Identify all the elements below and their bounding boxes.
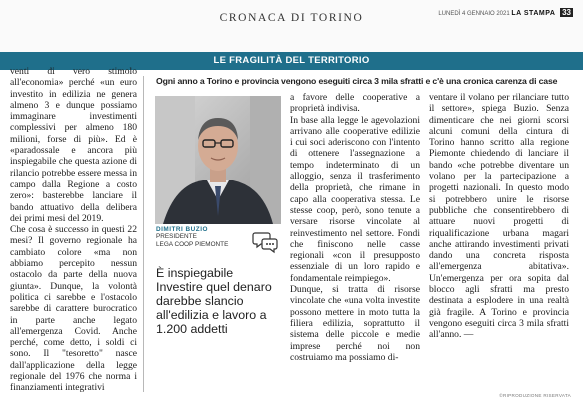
article-deck: Ogni anno a Torino e provincia vengono eseguiti circa 3 mila sfratti e c'è una cronica carenza di case (156, 76, 558, 86)
paragraph: In base alla legge le agevolazioni arrivano alle cooperative edilizie i cui soci aderiscono con l'intento di ottenere l'assegnazione a tempo indeterminato di un alloggio, senza il trasferimento della proprietà, che rimane in capo alla cooperativa stessa. Le stesse coop, però, sono tenute a versare risorse vincolate al reinvestimento nel settore. Fondi che finiscono nelle casse regionali «con il presupposto essenziale di un loro rapido e fondamentale reimpiego». (290, 114, 420, 284)
article-column-3 (429, 92, 569, 388)
paragraph: Che cosa è successo in questi 22 mesi? Il governo regionale ha cambiato colore «ma non abbiamo percepito nessun ostacolo da parte della nuova giunta». Dunque, la volontà politica ci sarebbe e l'ostacolo sarebbe di carattere burocratico in parte anche legato all'emergenza Covid. Anche perché, come detto, i soldi ci sono. Il "tesoretto" nasce dall'applicazione della legge regionale del 1976 che norma i finanziamenti integrativi (10, 224, 137, 394)
topic-title: LE FRAGILITÀ DEL TERRITORIO (213, 55, 370, 66)
article-column-2 (290, 92, 420, 394)
pull-quote: È inspiegabile Investire quel denaro darebbe slancio all'edilizia e lavoro a 1.200 addetti (156, 266, 272, 336)
page-header (0, 0, 583, 52)
person-name: DIMITRI BUZIO (156, 226, 208, 233)
person-organization: LEGA COOP PIEMONTE (156, 241, 229, 248)
paragraph: ventare il volano per rilanciare tutto il settore», spiega Buzio. Senza dimenticare che nei giorni scorsi alcuni comuni della cintura di Torino hanno scritto alla regione Piemonte chiedendo di lanciare il bando «che potrebbe diventare un volano per la partecipazione a progetti nazionali. In questo modo si potrebbero unire le risorse pubbliche che consentirebbero di attuare nuovi progetti di riqualificazione urbana magari anche attirando investimenti privati dando una concreta risposta all'emergenza abitativa». Un'emergenza per ora sopita dal blocco agli sfratti ma presto destinata a esplodere in una realtà già fragile. A Torino e provincia vengono eseguiti circa 3 mila sfratti all'anno. — (429, 92, 569, 341)
paragraph: venti di vero stimolo all'economia» perché «un euro investito in edilizia ne genera almeno 3 e dunque possiamo immaginare investimenti complessivi per almeno 180 milioni, forse di più». Ed è «paradossale e ancora più inspiegabile che questa azione di rilancio potrebbe essere messa in campo dalla Regione a costo zero»: basterebbe lanciare il bando attuativo della delibera dei primi mesi del 2019. (10, 66, 137, 224)
copyright-notice: ©RIPRODUZIONE RISERVATA (499, 393, 571, 398)
paragraph: Dunque, si tratta di risorse vincolate che «una volta investite possono mettere in moto tutta la filiera edilizia, soprattutto il sistema delle piccole e medie imprese perché noi non costruiamo ma possiamo di- (290, 284, 420, 363)
section-title: CRONACA DI TORINO (219, 12, 364, 24)
paragraph: a favore delle cooperative a proprietà indivisa. (290, 92, 420, 115)
masthead (438, 8, 573, 17)
portrait-photo (155, 96, 281, 224)
issue-date: LUNEDÌ 4 GENNAIO 2021 (438, 11, 510, 17)
byline (156, 226, 246, 249)
article-column-1 (10, 66, 137, 394)
speech-bubbles-icon (252, 230, 278, 254)
newspaper-name: LA STAMPA (511, 10, 556, 17)
page-number: 33 (562, 8, 571, 17)
column-divider (143, 76, 144, 392)
person-role: PRESIDENTE (156, 233, 197, 240)
